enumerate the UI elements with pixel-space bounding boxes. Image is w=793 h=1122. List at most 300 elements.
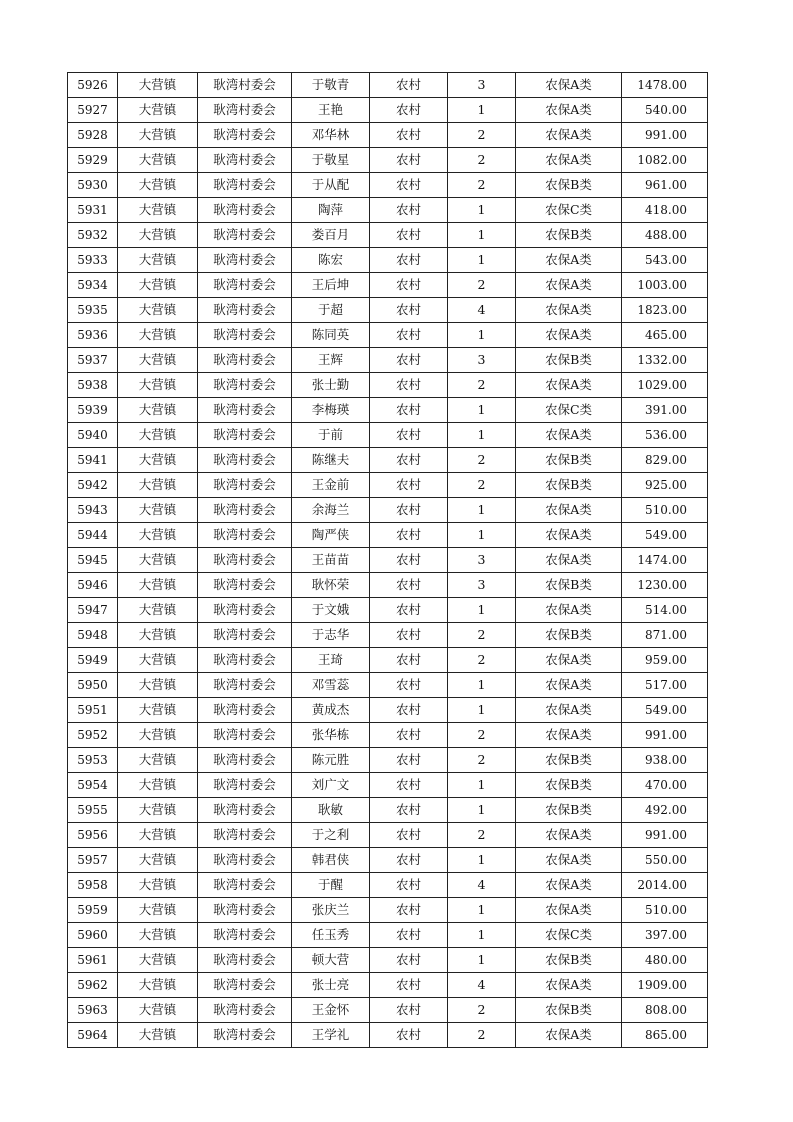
amount-cell: 391.00 xyxy=(622,398,708,423)
table-row xyxy=(68,248,708,273)
name-cell: 陶萍 xyxy=(292,198,370,223)
member-count-cell: 1 xyxy=(448,773,516,798)
amount-cell: 549.00 xyxy=(622,523,708,548)
member-count-cell: 1 xyxy=(448,198,516,223)
town-cell: 大营镇 xyxy=(118,148,198,173)
village-cell: 耿湾村委会 xyxy=(198,1023,292,1048)
seq-cell: 5947 xyxy=(68,598,118,623)
amount-cell: 510.00 xyxy=(622,898,708,923)
seq-cell: 5962 xyxy=(68,973,118,998)
member-count-cell: 2 xyxy=(448,473,516,498)
town-cell: 大营镇 xyxy=(118,198,198,223)
amount-cell: 492.00 xyxy=(622,798,708,823)
town-cell: 大营镇 xyxy=(118,623,198,648)
table-row xyxy=(68,498,708,523)
town-cell: 大营镇 xyxy=(118,323,198,348)
village-cell: 耿湾村委会 xyxy=(198,198,292,223)
amount-cell: 1823.00 xyxy=(622,298,708,323)
seq-cell: 5952 xyxy=(68,723,118,748)
household-type-cell: 农村 xyxy=(370,123,448,148)
village-cell: 耿湾村委会 xyxy=(198,448,292,473)
member-count-cell: 1 xyxy=(448,698,516,723)
category-cell: 农保A类 xyxy=(516,673,622,698)
household-type-cell: 农村 xyxy=(370,898,448,923)
household-type-cell: 农村 xyxy=(370,773,448,798)
member-count-cell: 1 xyxy=(448,898,516,923)
seq-cell: 5933 xyxy=(68,248,118,273)
village-cell: 耿湾村委会 xyxy=(198,273,292,298)
name-cell: 陈元胜 xyxy=(292,748,370,773)
village-cell: 耿湾村委会 xyxy=(198,698,292,723)
category-cell: 农保C类 xyxy=(516,923,622,948)
table-row xyxy=(68,923,708,948)
town-cell: 大营镇 xyxy=(118,773,198,798)
table-row xyxy=(68,348,708,373)
seq-cell: 5931 xyxy=(68,198,118,223)
town-cell: 大营镇 xyxy=(118,748,198,773)
name-cell: 于文娥 xyxy=(292,598,370,623)
village-cell: 耿湾村委会 xyxy=(198,973,292,998)
amount-cell: 865.00 xyxy=(622,1023,708,1048)
category-cell: 农保A类 xyxy=(516,973,622,998)
name-cell: 王后坤 xyxy=(292,273,370,298)
household-type-cell: 农村 xyxy=(370,548,448,573)
name-cell: 于从配 xyxy=(292,173,370,198)
town-cell: 大营镇 xyxy=(118,923,198,948)
table-row xyxy=(68,198,708,223)
village-cell: 耿湾村委会 xyxy=(198,98,292,123)
member-count-cell: 1 xyxy=(448,498,516,523)
member-count-cell: 1 xyxy=(448,423,516,448)
member-count-cell: 1 xyxy=(448,948,516,973)
town-cell: 大营镇 xyxy=(118,848,198,873)
name-cell: 黄成杰 xyxy=(292,698,370,723)
village-cell: 耿湾村委会 xyxy=(198,598,292,623)
member-count-cell: 2 xyxy=(448,123,516,148)
table-row xyxy=(68,148,708,173)
category-cell: 农保B类 xyxy=(516,448,622,473)
seq-cell: 5935 xyxy=(68,298,118,323)
amount-cell: 925.00 xyxy=(622,473,708,498)
amount-cell: 829.00 xyxy=(622,448,708,473)
amount-cell: 514.00 xyxy=(622,598,708,623)
amount-cell: 397.00 xyxy=(622,923,708,948)
name-cell: 邓华林 xyxy=(292,123,370,148)
seq-cell: 5960 xyxy=(68,923,118,948)
town-cell: 大营镇 xyxy=(118,373,198,398)
village-cell: 耿湾村委会 xyxy=(198,773,292,798)
village-cell: 耿湾村委会 xyxy=(198,248,292,273)
name-cell: 邓雪蕊 xyxy=(292,673,370,698)
household-type-cell: 农村 xyxy=(370,398,448,423)
seq-cell: 5946 xyxy=(68,573,118,598)
name-cell: 娄百月 xyxy=(292,223,370,248)
name-cell: 王辉 xyxy=(292,348,370,373)
seq-cell: 5953 xyxy=(68,748,118,773)
amount-cell: 1909.00 xyxy=(622,973,708,998)
seq-cell: 5932 xyxy=(68,223,118,248)
town-cell: 大营镇 xyxy=(118,573,198,598)
seq-cell: 5936 xyxy=(68,323,118,348)
table-row xyxy=(68,298,708,323)
name-cell: 刘广文 xyxy=(292,773,370,798)
amount-cell: 536.00 xyxy=(622,423,708,448)
amount-cell: 1332.00 xyxy=(622,348,708,373)
member-count-cell: 2 xyxy=(448,823,516,848)
seq-cell: 5926 xyxy=(68,73,118,98)
town-cell: 大营镇 xyxy=(118,698,198,723)
village-cell: 耿湾村委会 xyxy=(198,748,292,773)
household-type-cell: 农村 xyxy=(370,273,448,298)
amount-cell: 1029.00 xyxy=(622,373,708,398)
name-cell: 顿大营 xyxy=(292,948,370,973)
seq-cell: 5959 xyxy=(68,898,118,923)
village-cell: 耿湾村委会 xyxy=(198,623,292,648)
household-type-cell: 农村 xyxy=(370,523,448,548)
town-cell: 大营镇 xyxy=(118,823,198,848)
category-cell: 农保B类 xyxy=(516,473,622,498)
household-type-cell: 农村 xyxy=(370,448,448,473)
name-cell: 陶严侠 xyxy=(292,523,370,548)
village-cell: 耿湾村委会 xyxy=(198,373,292,398)
name-cell: 于敬青 xyxy=(292,73,370,98)
category-cell: 农保A类 xyxy=(516,273,622,298)
amount-cell: 1003.00 xyxy=(622,273,708,298)
category-cell: 农保B类 xyxy=(516,998,622,1023)
household-type-cell: 农村 xyxy=(370,573,448,598)
category-cell: 农保A类 xyxy=(516,323,622,348)
household-type-cell: 农村 xyxy=(370,923,448,948)
seq-cell: 5954 xyxy=(68,773,118,798)
category-cell: 农保A类 xyxy=(516,698,622,723)
member-count-cell: 1 xyxy=(448,673,516,698)
household-type-cell: 农村 xyxy=(370,673,448,698)
category-cell: 农保A类 xyxy=(516,648,622,673)
member-count-cell: 2 xyxy=(448,623,516,648)
village-cell: 耿湾村委会 xyxy=(198,73,292,98)
category-cell: 农保A类 xyxy=(516,248,622,273)
village-cell: 耿湾村委会 xyxy=(198,223,292,248)
village-cell: 耿湾村委会 xyxy=(198,548,292,573)
household-type-cell: 农村 xyxy=(370,748,448,773)
household-type-cell: 农村 xyxy=(370,798,448,823)
seq-cell: 5948 xyxy=(68,623,118,648)
name-cell: 陈同英 xyxy=(292,323,370,348)
member-count-cell: 3 xyxy=(448,573,516,598)
member-count-cell: 4 xyxy=(448,298,516,323)
table-row xyxy=(68,1023,708,1048)
amount-cell: 808.00 xyxy=(622,998,708,1023)
table-row xyxy=(68,573,708,598)
table-row xyxy=(68,423,708,448)
seq-cell: 5943 xyxy=(68,498,118,523)
seq-cell: 5929 xyxy=(68,148,118,173)
seq-cell: 5930 xyxy=(68,173,118,198)
name-cell: 于醒 xyxy=(292,873,370,898)
table-row xyxy=(68,848,708,873)
seq-cell: 5940 xyxy=(68,423,118,448)
category-cell: 农保B类 xyxy=(516,573,622,598)
household-type-cell: 农村 xyxy=(370,298,448,323)
amount-cell: 1082.00 xyxy=(622,148,708,173)
member-count-cell: 2 xyxy=(448,1023,516,1048)
category-cell: 农保B类 xyxy=(516,948,622,973)
household-type-cell: 农村 xyxy=(370,198,448,223)
amount-cell: 540.00 xyxy=(622,98,708,123)
village-cell: 耿湾村委会 xyxy=(198,848,292,873)
seq-cell: 5961 xyxy=(68,948,118,973)
town-cell: 大营镇 xyxy=(118,673,198,698)
amount-cell: 1474.00 xyxy=(622,548,708,573)
name-cell: 陈宏 xyxy=(292,248,370,273)
member-count-cell: 3 xyxy=(448,548,516,573)
seq-cell: 5951 xyxy=(68,698,118,723)
category-cell: 农保A类 xyxy=(516,723,622,748)
name-cell: 耿敏 xyxy=(292,798,370,823)
household-type-cell: 农村 xyxy=(370,223,448,248)
household-type-cell: 农村 xyxy=(370,473,448,498)
table-row xyxy=(68,548,708,573)
town-cell: 大营镇 xyxy=(118,473,198,498)
member-count-cell: 4 xyxy=(448,973,516,998)
table-row xyxy=(68,598,708,623)
table-row xyxy=(68,323,708,348)
household-type-cell: 农村 xyxy=(370,648,448,673)
member-count-cell: 2 xyxy=(448,373,516,398)
household-type-cell: 农村 xyxy=(370,623,448,648)
village-cell: 耿湾村委会 xyxy=(198,923,292,948)
household-type-cell: 农村 xyxy=(370,1023,448,1048)
amount-cell: 550.00 xyxy=(622,848,708,873)
household-type-cell: 农村 xyxy=(370,848,448,873)
member-count-cell: 1 xyxy=(448,598,516,623)
category-cell: 农保B类 xyxy=(516,623,622,648)
town-cell: 大营镇 xyxy=(118,798,198,823)
member-count-cell: 3 xyxy=(448,73,516,98)
amount-cell: 543.00 xyxy=(622,248,708,273)
category-cell: 农保A类 xyxy=(516,298,622,323)
village-cell: 耿湾村委会 xyxy=(198,898,292,923)
member-count-cell: 1 xyxy=(448,248,516,273)
amount-cell: 961.00 xyxy=(622,173,708,198)
seq-cell: 5963 xyxy=(68,998,118,1023)
name-cell: 任玉秀 xyxy=(292,923,370,948)
category-cell: 农保A类 xyxy=(516,73,622,98)
table-row xyxy=(68,73,708,98)
amount-cell: 517.00 xyxy=(622,673,708,698)
member-count-cell: 2 xyxy=(448,448,516,473)
member-count-cell: 1 xyxy=(448,848,516,873)
household-type-cell: 农村 xyxy=(370,323,448,348)
category-cell: 农保C类 xyxy=(516,198,622,223)
seq-cell: 5938 xyxy=(68,373,118,398)
category-cell: 农保A类 xyxy=(516,873,622,898)
household-type-cell: 农村 xyxy=(370,248,448,273)
town-cell: 大营镇 xyxy=(118,348,198,373)
household-type-cell: 农村 xyxy=(370,598,448,623)
table-row xyxy=(68,398,708,423)
household-type-cell: 农村 xyxy=(370,498,448,523)
table-row xyxy=(68,998,708,1023)
member-count-cell: 1 xyxy=(448,223,516,248)
table-row xyxy=(68,698,708,723)
member-count-cell: 1 xyxy=(448,398,516,423)
table-row xyxy=(68,223,708,248)
town-cell: 大营镇 xyxy=(118,248,198,273)
village-cell: 耿湾村委会 xyxy=(198,573,292,598)
category-cell: 农保B类 xyxy=(516,223,622,248)
amount-cell: 991.00 xyxy=(622,123,708,148)
name-cell: 王艳 xyxy=(292,98,370,123)
category-cell: 农保B类 xyxy=(516,748,622,773)
table-body xyxy=(68,73,708,1048)
table-row xyxy=(68,373,708,398)
village-cell: 耿湾村委会 xyxy=(198,123,292,148)
town-cell: 大营镇 xyxy=(118,1023,198,1048)
name-cell: 张华栋 xyxy=(292,723,370,748)
household-type-cell: 农村 xyxy=(370,873,448,898)
town-cell: 大营镇 xyxy=(118,648,198,673)
village-cell: 耿湾村委会 xyxy=(198,323,292,348)
seq-cell: 5927 xyxy=(68,98,118,123)
table-row xyxy=(68,448,708,473)
amount-cell: 470.00 xyxy=(622,773,708,798)
household-type-cell: 农村 xyxy=(370,423,448,448)
household-type-cell: 农村 xyxy=(370,173,448,198)
member-count-cell: 1 xyxy=(448,798,516,823)
member-count-cell: 1 xyxy=(448,523,516,548)
town-cell: 大营镇 xyxy=(118,873,198,898)
member-count-cell: 1 xyxy=(448,923,516,948)
name-cell: 王学礼 xyxy=(292,1023,370,1048)
household-type-cell: 农村 xyxy=(370,823,448,848)
category-cell: 农保A类 xyxy=(516,598,622,623)
village-cell: 耿湾村委会 xyxy=(198,173,292,198)
seq-cell: 5957 xyxy=(68,848,118,873)
village-cell: 耿湾村委会 xyxy=(198,673,292,698)
household-type-cell: 农村 xyxy=(370,373,448,398)
name-cell: 于超 xyxy=(292,298,370,323)
village-cell: 耿湾村委会 xyxy=(198,348,292,373)
name-cell: 韩君侠 xyxy=(292,848,370,873)
amount-cell: 938.00 xyxy=(622,748,708,773)
seq-cell: 5945 xyxy=(68,548,118,573)
household-type-cell: 农村 xyxy=(370,698,448,723)
seq-cell: 5944 xyxy=(68,523,118,548)
category-cell: 农保A类 xyxy=(516,98,622,123)
table-row xyxy=(68,473,708,498)
town-cell: 大营镇 xyxy=(118,498,198,523)
table-row xyxy=(68,973,708,998)
village-cell: 耿湾村委会 xyxy=(198,648,292,673)
name-cell: 张庆兰 xyxy=(292,898,370,923)
table-row xyxy=(68,948,708,973)
village-cell: 耿湾村委会 xyxy=(198,723,292,748)
table-row xyxy=(68,173,708,198)
town-cell: 大营镇 xyxy=(118,723,198,748)
town-cell: 大营镇 xyxy=(118,523,198,548)
seq-cell: 5950 xyxy=(68,673,118,698)
category-cell: 农保A类 xyxy=(516,898,622,923)
name-cell: 于前 xyxy=(292,423,370,448)
category-cell: 农保C类 xyxy=(516,398,622,423)
table-row xyxy=(68,773,708,798)
seq-cell: 5928 xyxy=(68,123,118,148)
member-count-cell: 4 xyxy=(448,873,516,898)
name-cell: 张士亮 xyxy=(292,973,370,998)
name-cell: 王琦 xyxy=(292,648,370,673)
amount-cell: 871.00 xyxy=(622,623,708,648)
seq-cell: 5949 xyxy=(68,648,118,673)
amount-cell: 959.00 xyxy=(622,648,708,673)
name-cell: 王金前 xyxy=(292,473,370,498)
amount-cell: 549.00 xyxy=(622,698,708,723)
name-cell: 余海兰 xyxy=(292,498,370,523)
seq-cell: 5939 xyxy=(68,398,118,423)
table-row xyxy=(68,273,708,298)
town-cell: 大营镇 xyxy=(118,398,198,423)
category-cell: 农保A类 xyxy=(516,523,622,548)
seq-cell: 5942 xyxy=(68,473,118,498)
amount-cell: 2014.00 xyxy=(622,873,708,898)
village-cell: 耿湾村委会 xyxy=(198,523,292,548)
member-count-cell: 2 xyxy=(448,998,516,1023)
table-row xyxy=(68,723,708,748)
village-cell: 耿湾村委会 xyxy=(198,823,292,848)
town-cell: 大营镇 xyxy=(118,173,198,198)
town-cell: 大营镇 xyxy=(118,73,198,98)
seq-cell: 5958 xyxy=(68,873,118,898)
table-row xyxy=(68,673,708,698)
name-cell: 于志华 xyxy=(292,623,370,648)
category-cell: 农保A类 xyxy=(516,373,622,398)
amount-cell: 991.00 xyxy=(622,723,708,748)
amount-cell: 510.00 xyxy=(622,498,708,523)
table-row xyxy=(68,748,708,773)
town-cell: 大营镇 xyxy=(118,423,198,448)
category-cell: 农保B类 xyxy=(516,773,622,798)
household-type-cell: 农村 xyxy=(370,998,448,1023)
village-cell: 耿湾村委会 xyxy=(198,948,292,973)
village-cell: 耿湾村委会 xyxy=(198,798,292,823)
amount-cell: 991.00 xyxy=(622,823,708,848)
member-count-cell: 1 xyxy=(448,98,516,123)
town-cell: 大营镇 xyxy=(118,898,198,923)
name-cell: 于之利 xyxy=(292,823,370,848)
table-row xyxy=(68,898,708,923)
amount-cell: 465.00 xyxy=(622,323,708,348)
village-cell: 耿湾村委会 xyxy=(198,873,292,898)
member-count-cell: 2 xyxy=(448,748,516,773)
name-cell: 王金怀 xyxy=(292,998,370,1023)
name-cell: 李梅瑛 xyxy=(292,398,370,423)
category-cell: 农保A类 xyxy=(516,423,622,448)
seq-cell: 5955 xyxy=(68,798,118,823)
seq-cell: 5934 xyxy=(68,273,118,298)
household-type-cell: 农村 xyxy=(370,73,448,98)
table-row xyxy=(68,98,708,123)
subsidy-roster-table xyxy=(67,72,708,1048)
table-row xyxy=(68,823,708,848)
table-row xyxy=(68,648,708,673)
village-cell: 耿湾村委会 xyxy=(198,498,292,523)
member-count-cell: 2 xyxy=(448,723,516,748)
amount-cell: 418.00 xyxy=(622,198,708,223)
category-cell: 农保B类 xyxy=(516,173,622,198)
category-cell: 农保A类 xyxy=(516,1023,622,1048)
town-cell: 大营镇 xyxy=(118,598,198,623)
village-cell: 耿湾村委会 xyxy=(198,423,292,448)
